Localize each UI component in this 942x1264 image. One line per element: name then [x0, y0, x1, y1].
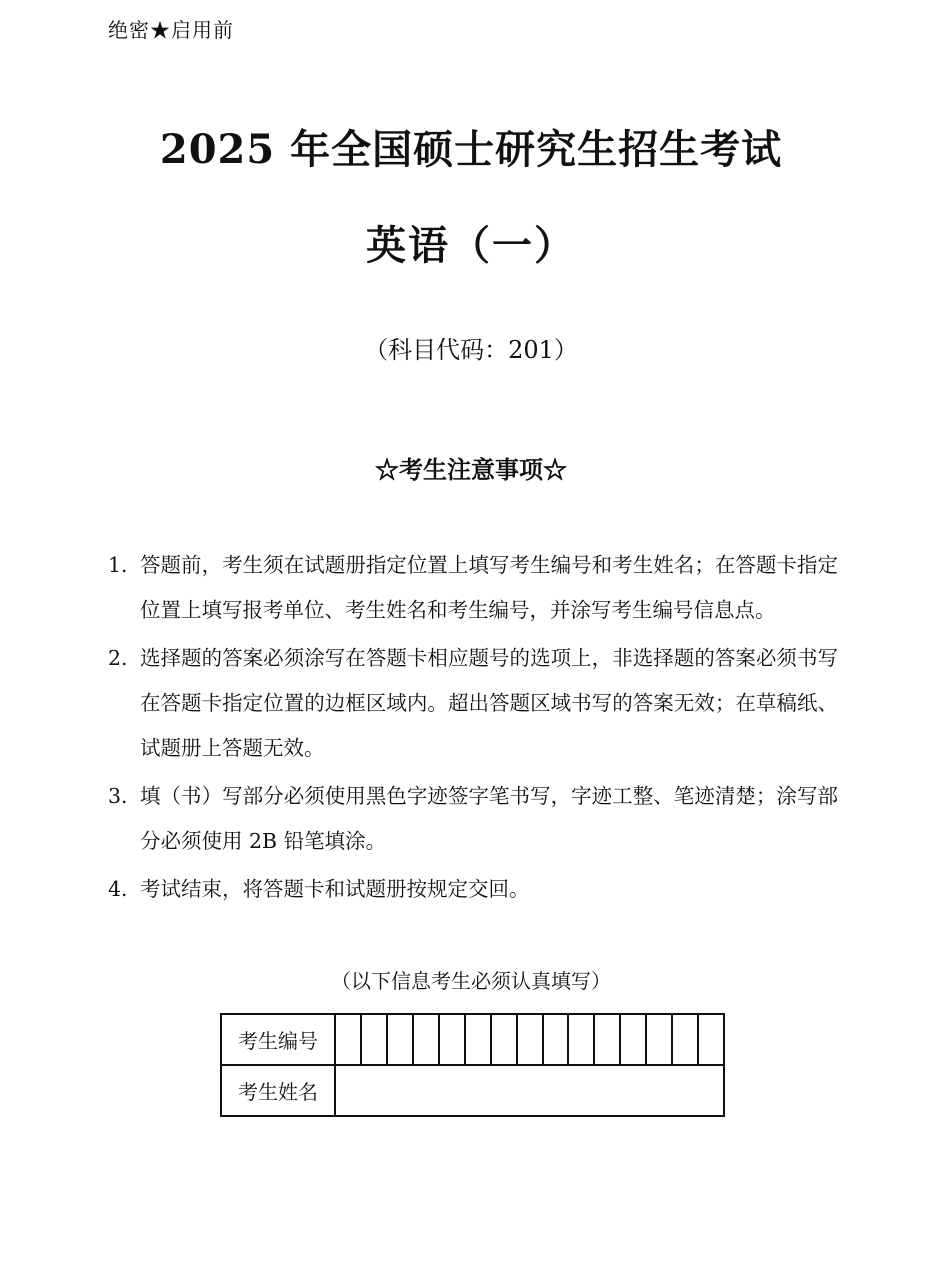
notice-item: [108, 636, 838, 771]
candidate-id-field[interactable]: [335, 1014, 724, 1065]
id-digit-box[interactable]: [621, 1015, 647, 1064]
notice-text: 考试结束，将答题卡和试题册按规定交回。: [140, 877, 530, 901]
candidate-id-row: [221, 1014, 724, 1065]
id-digit-box[interactable]: [544, 1015, 570, 1064]
candidate-name-field[interactable]: [335, 1065, 724, 1116]
id-digit-box[interactable]: [699, 1015, 723, 1064]
candidate-name-row: [221, 1065, 724, 1116]
notice-item: [108, 774, 838, 864]
notice-item: [108, 543, 838, 633]
notice-number: 4.: [108, 877, 128, 901]
id-digit-box[interactable]: [362, 1015, 388, 1064]
fill-hint: （以下信息考生必须认真填写）: [331, 969, 611, 993]
candidate-id-boxes[interactable]: [336, 1015, 723, 1064]
notice-item: [108, 867, 838, 912]
confidential-mark: 绝密★启用前: [108, 18, 234, 42]
id-digit-box[interactable]: [518, 1015, 544, 1064]
notice-number: 1.: [108, 553, 128, 577]
notice-number: 3.: [108, 784, 128, 808]
id-digit-box[interactable]: [440, 1015, 466, 1064]
id-digit-box[interactable]: [647, 1015, 673, 1064]
candidate-name-label: 考生姓名: [221, 1065, 335, 1116]
id-digit-box[interactable]: [673, 1015, 699, 1064]
id-digit-box[interactable]: [466, 1015, 492, 1064]
exam-subject: 英语（一）: [366, 222, 576, 269]
exam-title: 2025 年全国硕士研究生招生考试: [159, 126, 783, 173]
notice-list: [108, 543, 838, 915]
candidate-info-table: [220, 1013, 725, 1117]
notice-text: 选择题的答案必须涂写在答题卡相应题号的选项上，非选择题的答案必须书写在答题卡指定位置的边框区域内。超出答题区域书写的答案无效；在草稿纸、试题册上答题无效。: [140, 646, 838, 760]
id-digit-box[interactable]: [414, 1015, 440, 1064]
id-digit-box[interactable]: [492, 1015, 518, 1064]
subject-code: （科目代码：201）: [364, 336, 578, 364]
notice-number: 2.: [108, 646, 128, 670]
id-digit-box[interactable]: [595, 1015, 621, 1064]
id-digit-box[interactable]: [388, 1015, 414, 1064]
notice-text: 填（书）写部分必须使用黑色字迹签字笔书写，字迹工整、笔迹清楚；涂写部分必须使用 2B 铅笔填涂。: [140, 784, 838, 853]
notice-text: 答题前，考生须在试题册指定位置上填写考生编号和考生姓名；在答题卡指定位置上填写报考单位、考生姓名和考生编号，并涂写考生编号信息点。: [140, 553, 838, 622]
id-digit-box[interactable]: [336, 1015, 362, 1064]
id-digit-box[interactable]: [569, 1015, 595, 1064]
notice-heading: ☆考生注意事项☆: [375, 455, 567, 484]
candidate-id-label: 考生编号: [221, 1014, 335, 1065]
